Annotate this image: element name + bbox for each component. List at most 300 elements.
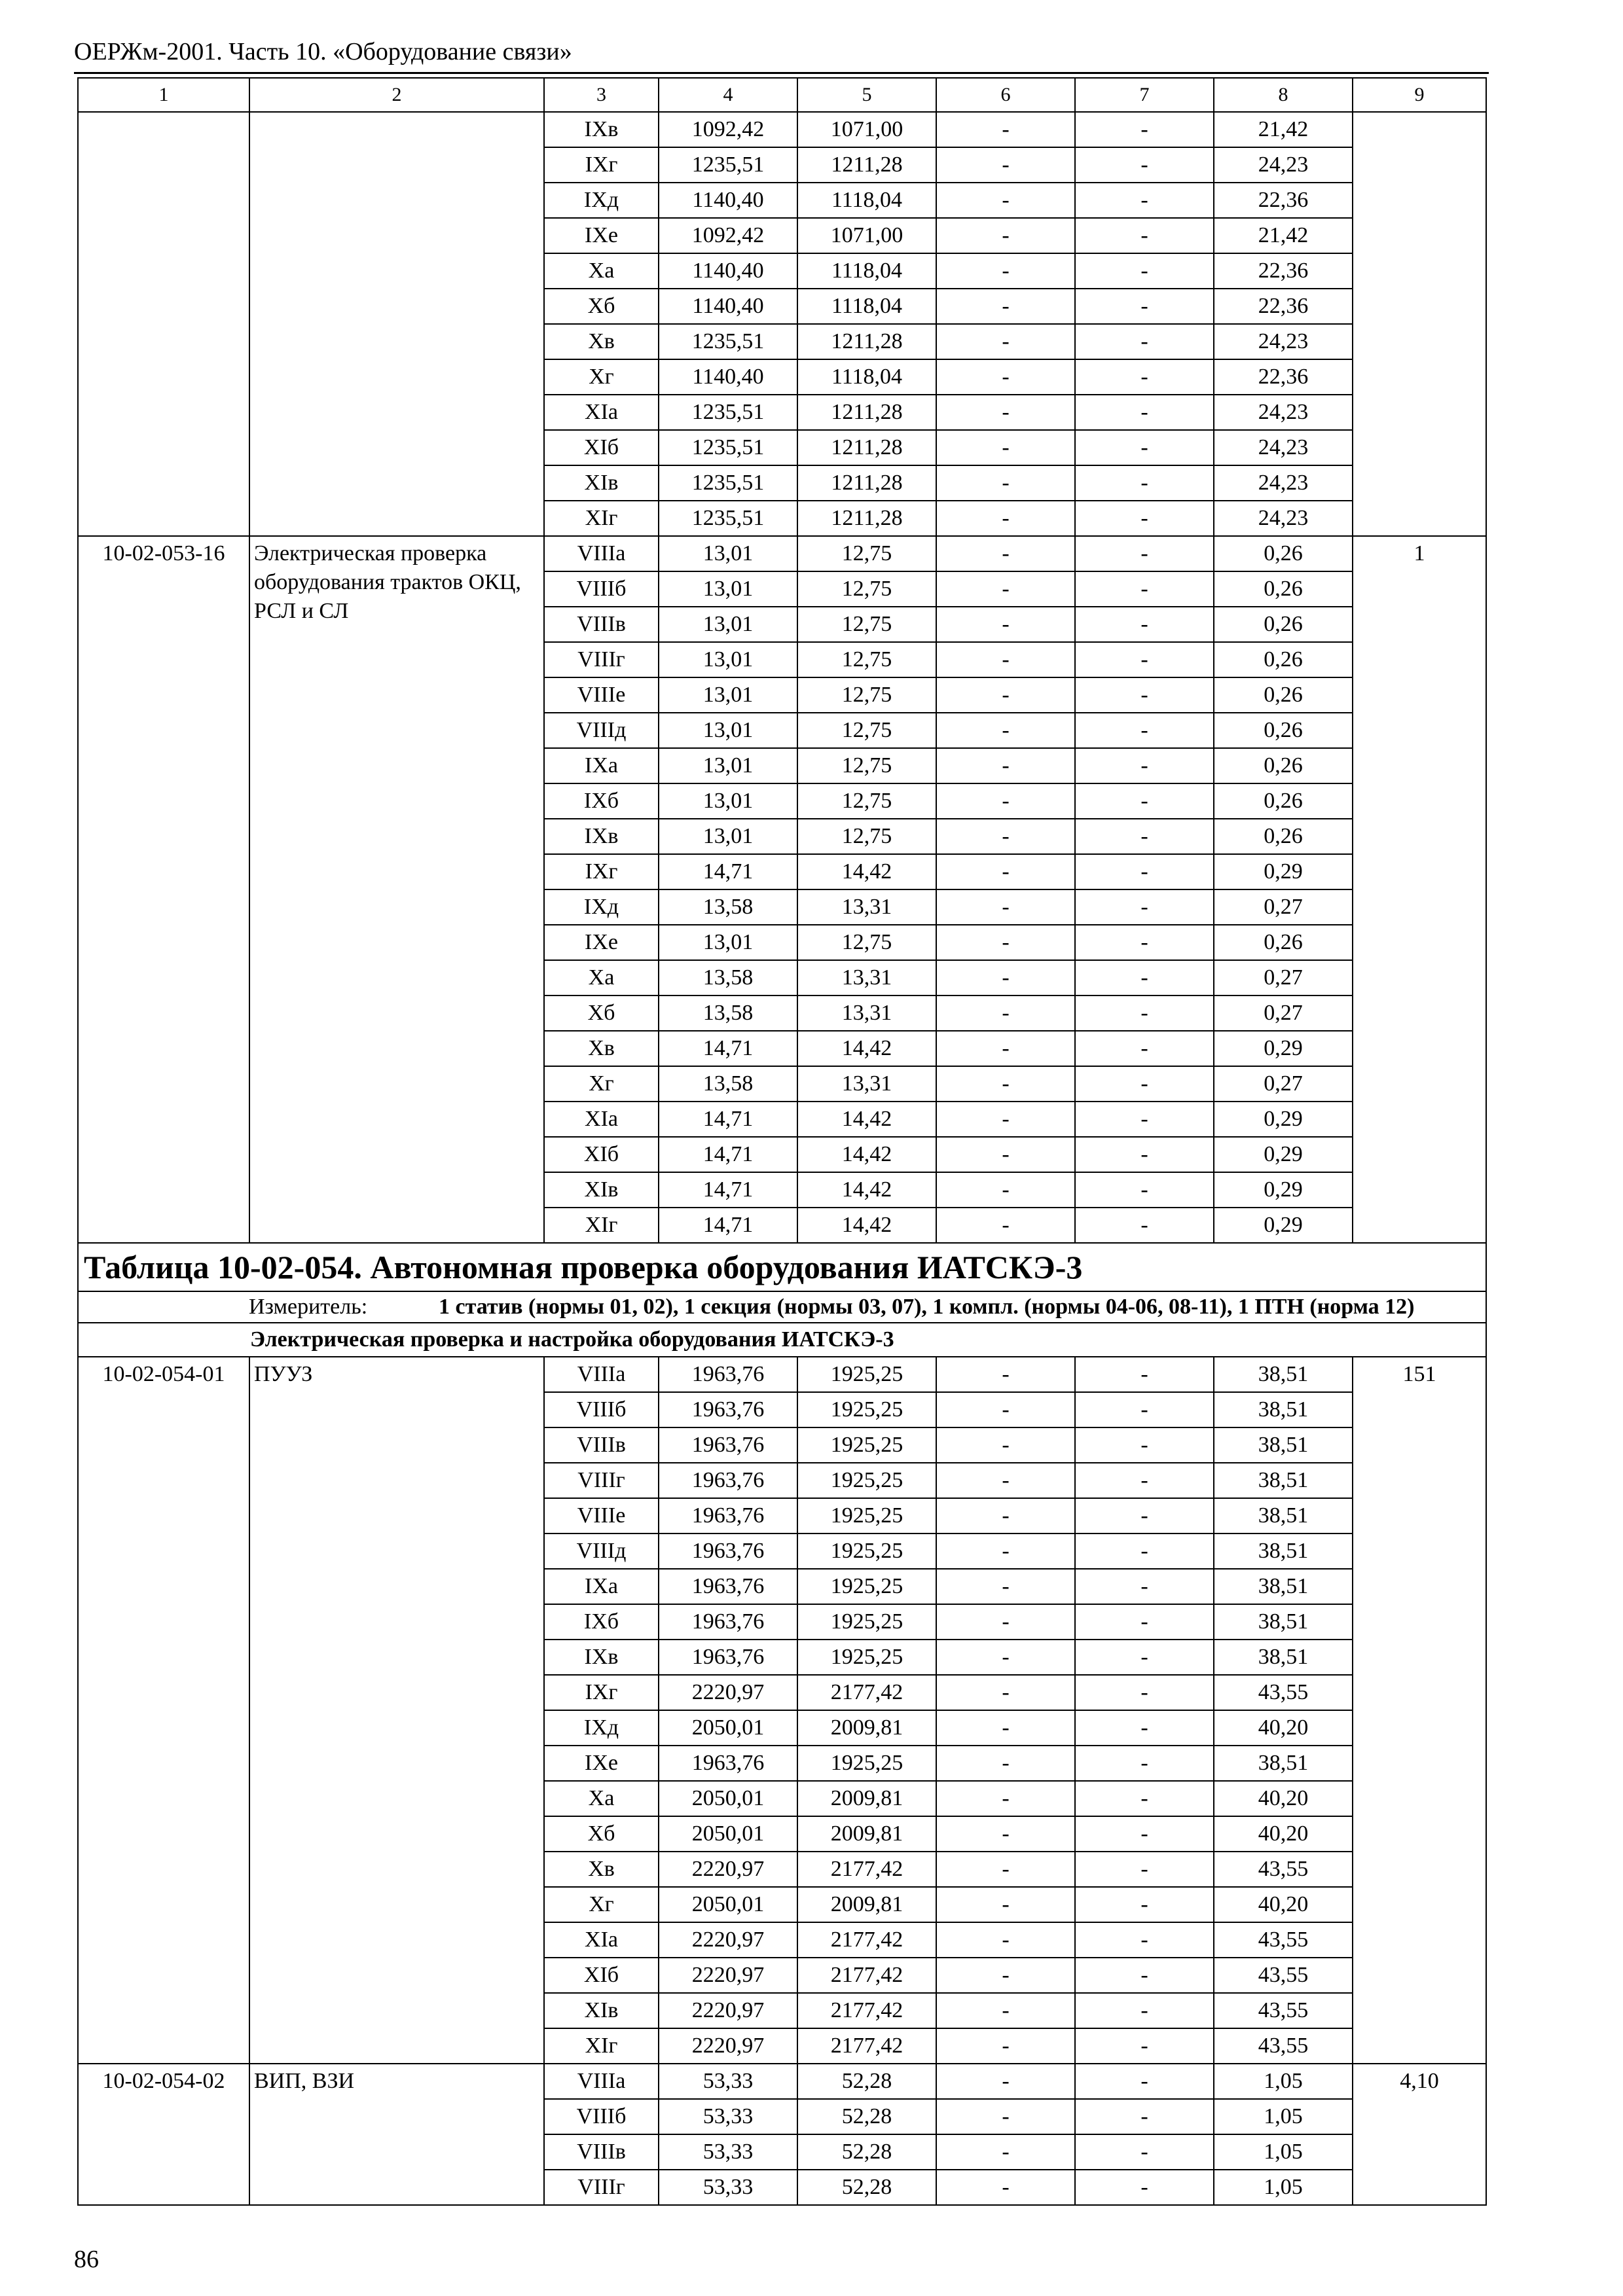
table-cell: 38,51 — [1214, 1604, 1353, 1640]
table-cell: 12,75 — [797, 819, 936, 854]
table-cell: - — [936, 1781, 1075, 1816]
table-cell: 0,26 — [1214, 819, 1353, 854]
table-cell: 13,01 — [659, 607, 797, 642]
table-cell: - — [936, 2064, 1075, 2099]
table-cell: Xг — [544, 1066, 659, 1102]
table-cell: XIа — [544, 395, 659, 430]
table-cell: - — [1075, 925, 1214, 960]
table-cell: 1140,40 — [659, 359, 797, 395]
table-cell: - — [1075, 1534, 1214, 1569]
table-cell: 24,23 — [1214, 395, 1353, 430]
table-cell: Xа — [544, 1781, 659, 1816]
table-cell: 2009,81 — [797, 1781, 936, 1816]
table-cell: 38,51 — [1214, 1357, 1353, 1392]
table-row — [78, 2064, 1486, 2099]
table-cell: 1118,04 — [797, 253, 936, 289]
table-cell: VIIIб — [544, 1392, 659, 1427]
table-cell: 13,01 — [659, 642, 797, 677]
table-cell: 24,23 — [1214, 147, 1353, 183]
table-cell: 52,28 — [797, 2134, 936, 2170]
table-cell: - — [1075, 960, 1214, 996]
table-cell: VIIIд — [544, 1534, 659, 1569]
table-cell: 52,28 — [797, 2170, 936, 2205]
table-cell: 38,51 — [1214, 1534, 1353, 1569]
table-cell: 1140,40 — [659, 183, 797, 218]
table-cell: 0,29 — [1214, 1031, 1353, 1066]
table-cell: IXд — [544, 183, 659, 218]
table-cell: - — [1075, 430, 1214, 465]
table-cell: 2050,01 — [659, 1887, 797, 1922]
table-cell: - — [1075, 1031, 1214, 1066]
table-cell: - — [1075, 183, 1214, 218]
header-rule — [74, 72, 1489, 74]
column-number: 6 — [936, 78, 1075, 112]
table-cell: 1235,51 — [659, 147, 797, 183]
table-cell: - — [936, 1102, 1075, 1137]
table-cell: 1963,76 — [659, 1357, 797, 1392]
table-cell: 0,29 — [1214, 1172, 1353, 1208]
table-cell: 43,55 — [1214, 1922, 1353, 1958]
table-cell: - — [936, 1569, 1075, 1604]
table-cell: - — [1075, 1958, 1214, 1993]
table-cell: 43,55 — [1214, 1675, 1353, 1710]
table-cell: 40,20 — [1214, 1816, 1353, 1852]
table-cell: 24,23 — [1214, 501, 1353, 536]
table-cell: 14,42 — [797, 854, 936, 889]
unit-value: 151 — [1353, 1357, 1486, 2064]
table-cell: - — [936, 1993, 1075, 2028]
work-description: ВИП, ВЗИ — [249, 2064, 544, 2205]
table-cell: 13,01 — [659, 783, 797, 819]
table-cell: - — [936, 1922, 1075, 1958]
table-cell: 21,42 — [1214, 218, 1353, 253]
table-cell: 53,33 — [659, 2134, 797, 2170]
table-cell: 53,33 — [659, 2170, 797, 2205]
table-cell: 13,31 — [797, 1066, 936, 1102]
table-cell: 14,42 — [797, 1031, 936, 1066]
table-cell: 2009,81 — [797, 1887, 936, 1922]
table-cell: - — [1075, 2028, 1214, 2064]
table-cell: 22,36 — [1214, 183, 1353, 218]
table-cell: - — [1075, 1357, 1214, 1392]
table-cell: - — [936, 854, 1075, 889]
table-cell: 38,51 — [1214, 1746, 1353, 1781]
table-cell: 2220,97 — [659, 2028, 797, 2064]
table-cell: 0,29 — [1214, 1102, 1353, 1137]
table-cell: - — [1075, 465, 1214, 501]
table-cell: 1211,28 — [797, 501, 936, 536]
table-cell: - — [1075, 1569, 1214, 1604]
table-cell: 1071,00 — [797, 112, 936, 147]
column-number: 8 — [1214, 78, 1353, 112]
table-cell: 13,31 — [797, 996, 936, 1031]
table-cell: - — [1075, 571, 1214, 607]
table-cell: - — [1075, 1208, 1214, 1243]
table-cell: 1963,76 — [659, 1640, 797, 1675]
table-cell: - — [936, 1357, 1075, 1392]
table-cell: - — [1075, 1463, 1214, 1498]
table-cell: - — [1075, 2064, 1214, 2099]
table-cell: 12,75 — [797, 536, 936, 571]
table-cell: - — [936, 2028, 1075, 2064]
table-cell: - — [1075, 1604, 1214, 1640]
table-cell: 1925,25 — [797, 1357, 936, 1392]
table-cell: 14,71 — [659, 1137, 797, 1172]
table-cell: 13,58 — [659, 889, 797, 925]
table-cell: - — [936, 1172, 1075, 1208]
column-number: 4 — [659, 78, 797, 112]
table-cell: Xб — [544, 1816, 659, 1852]
table-cell: 0,26 — [1214, 713, 1353, 748]
table-cell: IXе — [544, 218, 659, 253]
table-cell: - — [936, 1816, 1075, 1852]
table-cell: 1092,42 — [659, 112, 797, 147]
table-cell: - — [1075, 1887, 1214, 1922]
table-cell: IXб — [544, 783, 659, 819]
norm-code: 10-02-054-01 — [78, 1357, 249, 2064]
table-cell: 1140,40 — [659, 253, 797, 289]
table-cell: IXг — [544, 854, 659, 889]
table-cell: - — [1075, 1498, 1214, 1534]
table-cell: Xв — [544, 1852, 659, 1887]
table-cell: 0,26 — [1214, 783, 1353, 819]
table-cell: 1963,76 — [659, 1746, 797, 1781]
table-cell: Xг — [544, 1887, 659, 1922]
table-cell: XIб — [544, 1137, 659, 1172]
table-cell: - — [936, 430, 1075, 465]
table-cell: IXб — [544, 1604, 659, 1640]
table-cell: 14,71 — [659, 1102, 797, 1137]
table-cell: - — [936, 324, 1075, 359]
norm-code: 10-02-053-16 — [78, 536, 249, 1243]
table-cell: - — [936, 1746, 1075, 1781]
table-cell: 1925,25 — [797, 1427, 936, 1463]
table-cell: VIIIа — [544, 536, 659, 571]
table-cell: - — [1075, 677, 1214, 713]
table-cell: 43,55 — [1214, 1958, 1353, 1993]
table-cell: VIIIв — [544, 2134, 659, 2170]
table-cell: 53,33 — [659, 2099, 797, 2134]
table-cell: - — [936, 2099, 1075, 2134]
table-cell: 1235,51 — [659, 395, 797, 430]
table-cell: - — [1075, 783, 1214, 819]
table-cell: - — [936, 996, 1075, 1031]
table-cell: VIIIе — [544, 677, 659, 713]
table-cell: - — [1075, 1066, 1214, 1102]
table-cell: 22,36 — [1214, 289, 1353, 324]
table-cell: - — [936, 253, 1075, 289]
table-cell: VIIIб — [544, 2099, 659, 2134]
table-cell: VIIIг — [544, 1463, 659, 1498]
table-cell: - — [936, 1031, 1075, 1066]
table-cell: XIг — [544, 2028, 659, 2064]
table-cell: - — [936, 1463, 1075, 1498]
table-cell: 40,20 — [1214, 1887, 1353, 1922]
unit-value: 1 — [1353, 536, 1486, 1243]
table-cell: 1211,28 — [797, 147, 936, 183]
table-cell: 2009,81 — [797, 1710, 936, 1746]
table-cell: - — [1075, 1427, 1214, 1463]
table-cell: 2220,97 — [659, 1852, 797, 1887]
table-cell: IXд — [544, 889, 659, 925]
table-cell: - — [936, 607, 1075, 642]
table-cell: - — [936, 501, 1075, 536]
table-cell: 2177,42 — [797, 1922, 936, 1958]
table-cell: - — [1075, 253, 1214, 289]
table-cell: 0,29 — [1214, 854, 1353, 889]
table-cell: - — [936, 713, 1075, 748]
table-cell: - — [1075, 1922, 1214, 1958]
table-cell: Xб — [544, 289, 659, 324]
table-cell: - — [1075, 2170, 1214, 2205]
table-cell: - — [936, 2170, 1075, 2205]
table-cell: 2220,97 — [659, 1922, 797, 1958]
table-cell: 13,58 — [659, 960, 797, 996]
table-cell: - — [1075, 501, 1214, 536]
table-cell: - — [1075, 1640, 1214, 1675]
table-cell: 13,01 — [659, 925, 797, 960]
table-cell: IXа — [544, 748, 659, 783]
table-cell: 0,26 — [1214, 536, 1353, 571]
table-cell: 0,29 — [1214, 1208, 1353, 1243]
table-title: Таблица 10-02-054. Автономная проверка оборудования ИАТСКЭ-3 — [78, 1243, 1486, 1291]
table-cell: 1963,76 — [659, 1604, 797, 1640]
column-number: 7 — [1075, 78, 1214, 112]
table-cell: - — [1075, 324, 1214, 359]
table-cell: - — [1075, 147, 1214, 183]
table-cell: IXд — [544, 1710, 659, 1746]
table-cell: 0,27 — [1214, 1066, 1353, 1102]
table-cell: 24,23 — [1214, 324, 1353, 359]
table-cell: - — [1075, 996, 1214, 1031]
table-cell: 0,27 — [1214, 889, 1353, 925]
table-cell: - — [936, 289, 1075, 324]
table-cell: 13,01 — [659, 571, 797, 607]
table-cell: - — [1075, 2134, 1214, 2170]
table-cell: IXе — [544, 1746, 659, 1781]
table-cell: - — [936, 889, 1075, 925]
column-number: 2 — [249, 78, 544, 112]
table-cell: - — [1075, 1781, 1214, 1816]
table-cell: 14,71 — [659, 854, 797, 889]
table-cell: - — [936, 1137, 1075, 1172]
table-cell: - — [936, 1710, 1075, 1746]
table-cell: 43,55 — [1214, 1993, 1353, 2028]
table-cell: 14,71 — [659, 1172, 797, 1208]
table-cell: XIа — [544, 1922, 659, 1958]
table-cell: 52,28 — [797, 2099, 936, 2134]
table-cell: 13,31 — [797, 889, 936, 925]
table-cell: 13,01 — [659, 677, 797, 713]
table-cell: 1925,25 — [797, 1498, 936, 1534]
table-cell: 1092,42 — [659, 218, 797, 253]
table-cell: 1071,00 — [797, 218, 936, 253]
table-cell: 1963,76 — [659, 1392, 797, 1427]
table-cell: 12,75 — [797, 925, 936, 960]
section-title: Электрическая проверка и настройка оборудования ИАТСКЭ-3 — [78, 1323, 1486, 1357]
work-description: Электрическая проверка оборудования трактов ОКЦ, РСЛ и СЛ — [249, 536, 544, 1243]
table-cell: Xб — [544, 996, 659, 1031]
table-cell: - — [936, 359, 1075, 395]
table-cell: 53,33 — [659, 2064, 797, 2099]
table-cell: VIIIе — [544, 1498, 659, 1534]
table-cell: 2177,42 — [797, 1675, 936, 1710]
table-cell: 0,26 — [1214, 925, 1353, 960]
table-cell: 40,20 — [1214, 1710, 1353, 1746]
unit-value: 4,10 — [1353, 2064, 1486, 2205]
table-cell: 1118,04 — [797, 183, 936, 218]
table-cell: 1211,28 — [797, 465, 936, 501]
table-cell: 12,75 — [797, 748, 936, 783]
table-cell: - — [936, 571, 1075, 607]
table-cell: - — [936, 465, 1075, 501]
table-cell: 0,26 — [1214, 607, 1353, 642]
table-cell: 1925,25 — [797, 1604, 936, 1640]
table-cell: - — [1075, 1816, 1214, 1852]
measure-text: 1 статив (нормы 01, 02), 1 секция (нормы 03, 07), 1 компл. (нормы 04-06, 08-11), 1 ПТН (норма 12) — [439, 1295, 1415, 1319]
table-cell: 38,51 — [1214, 1392, 1353, 1427]
table-cell: 1925,25 — [797, 1463, 936, 1498]
table-cell: - — [936, 1958, 1075, 1993]
table-cell: XIв — [544, 1172, 659, 1208]
table-cell: 12,75 — [797, 783, 936, 819]
table-cell: 43,55 — [1214, 2028, 1353, 2064]
table-cell: - — [1075, 1746, 1214, 1781]
table-cell: 12,75 — [797, 571, 936, 607]
table-cell: - — [936, 925, 1075, 960]
table-cell: - — [1075, 607, 1214, 642]
table-cell: 12,75 — [797, 677, 936, 713]
work-description: ПУУЗ — [249, 1357, 544, 2064]
norm-code: 10-02-054-02 — [78, 2064, 249, 2205]
column-number: 9 — [1353, 78, 1486, 112]
table-cell: - — [936, 2134, 1075, 2170]
table-cell: - — [936, 1887, 1075, 1922]
column-number: 5 — [797, 78, 936, 112]
measure-label: Измеритель: — [249, 1295, 368, 1319]
norm-code — [78, 112, 249, 536]
table-cell: - — [936, 536, 1075, 571]
table-cell: IXв — [544, 819, 659, 854]
table-cell: XIб — [544, 430, 659, 465]
table-cell: 1963,76 — [659, 1534, 797, 1569]
table-cell: 12,75 — [797, 713, 936, 748]
table-cell: - — [936, 1675, 1075, 1710]
table-cell: 1235,51 — [659, 324, 797, 359]
table-cell: 13,58 — [659, 996, 797, 1031]
table-cell: - — [936, 1427, 1075, 1463]
table-cell: XIв — [544, 465, 659, 501]
table-cell: - — [1075, 359, 1214, 395]
table-cell: - — [936, 1640, 1075, 1675]
table-row — [78, 112, 1486, 147]
table-cell: 1963,76 — [659, 1427, 797, 1463]
column-number: 3 — [544, 78, 659, 112]
table-cell: 1235,51 — [659, 430, 797, 465]
table-cell: 1140,40 — [659, 289, 797, 324]
table-cell: 1925,25 — [797, 1640, 936, 1675]
table-cell: 40,20 — [1214, 1781, 1353, 1816]
table-cell: VIIIг — [544, 642, 659, 677]
table-cell: 0,29 — [1214, 1137, 1353, 1172]
table-cell: 0,26 — [1214, 677, 1353, 713]
table-cell: 1118,04 — [797, 359, 936, 395]
table-cell: - — [1075, 218, 1214, 253]
table-cell: 1963,76 — [659, 1569, 797, 1604]
table-cell: IXг — [544, 147, 659, 183]
table-cell: Xа — [544, 960, 659, 996]
table-cell: 38,51 — [1214, 1427, 1353, 1463]
running-header: ОЕРЖм-2001. Часть 10. «Оборудование связи» — [74, 38, 572, 65]
table-cell: 14,71 — [659, 1208, 797, 1243]
table-cell: 1,05 — [1214, 2170, 1353, 2205]
table-cell: - — [1075, 748, 1214, 783]
table-cell: IXв — [544, 112, 659, 147]
table-cell: - — [936, 642, 1075, 677]
table-cell: 14,42 — [797, 1208, 936, 1243]
table-cell: VIIIа — [544, 2064, 659, 2099]
table-cell: 2220,97 — [659, 1675, 797, 1710]
work-description — [249, 112, 544, 536]
table-cell: - — [1075, 2099, 1214, 2134]
table-cell: 2220,97 — [659, 1993, 797, 2028]
table-cell: - — [936, 395, 1075, 430]
table-cell: - — [1075, 1993, 1214, 2028]
table-cell: 1211,28 — [797, 395, 936, 430]
table-cell: 1,05 — [1214, 2064, 1353, 2099]
table-cell: 14,42 — [797, 1172, 936, 1208]
table-cell: 0,26 — [1214, 748, 1353, 783]
table-cell: 2050,01 — [659, 1781, 797, 1816]
table-cell: 38,51 — [1214, 1569, 1353, 1604]
table-cell: 13,31 — [797, 960, 936, 996]
table-cell: VIIIа — [544, 1357, 659, 1392]
table-cell: - — [1075, 112, 1214, 147]
table-cell: 43,55 — [1214, 1852, 1353, 1887]
table-cell: XIв — [544, 1993, 659, 2028]
table-cell: 12,75 — [797, 642, 936, 677]
table-cell: XIа — [544, 1102, 659, 1137]
table-cell: 1925,25 — [797, 1746, 936, 1781]
table-cell: 2050,01 — [659, 1816, 797, 1852]
table-cell: 1118,04 — [797, 289, 936, 324]
table-cell: Xв — [544, 1031, 659, 1066]
table-row — [78, 1357, 1486, 1392]
table-cell: - — [1075, 819, 1214, 854]
table-cell: - — [936, 677, 1075, 713]
table-cell: 12,75 — [797, 607, 936, 642]
page-number: 86 — [74, 2246, 99, 2273]
table-cell: 22,36 — [1214, 359, 1353, 395]
table-cell: VIIIг — [544, 2170, 659, 2205]
table-title-row — [78, 1243, 1486, 1291]
table-cell: 1925,25 — [797, 1569, 936, 1604]
table-cell: 1235,51 — [659, 465, 797, 501]
rates-table — [77, 77, 1487, 2206]
table-cell: - — [936, 1498, 1075, 1534]
table-cell: - — [1075, 536, 1214, 571]
measure-row — [78, 1291, 1486, 1323]
table-cell: IXв — [544, 1640, 659, 1675]
table-cell: 38,51 — [1214, 1640, 1353, 1675]
unit-value — [1353, 112, 1486, 536]
table-cell: - — [1075, 642, 1214, 677]
table-cell: 21,42 — [1214, 112, 1353, 147]
table-cell: 13,01 — [659, 819, 797, 854]
column-number: 1 — [78, 78, 249, 112]
table-cell: IXе — [544, 925, 659, 960]
table-cell: 14,42 — [797, 1102, 936, 1137]
